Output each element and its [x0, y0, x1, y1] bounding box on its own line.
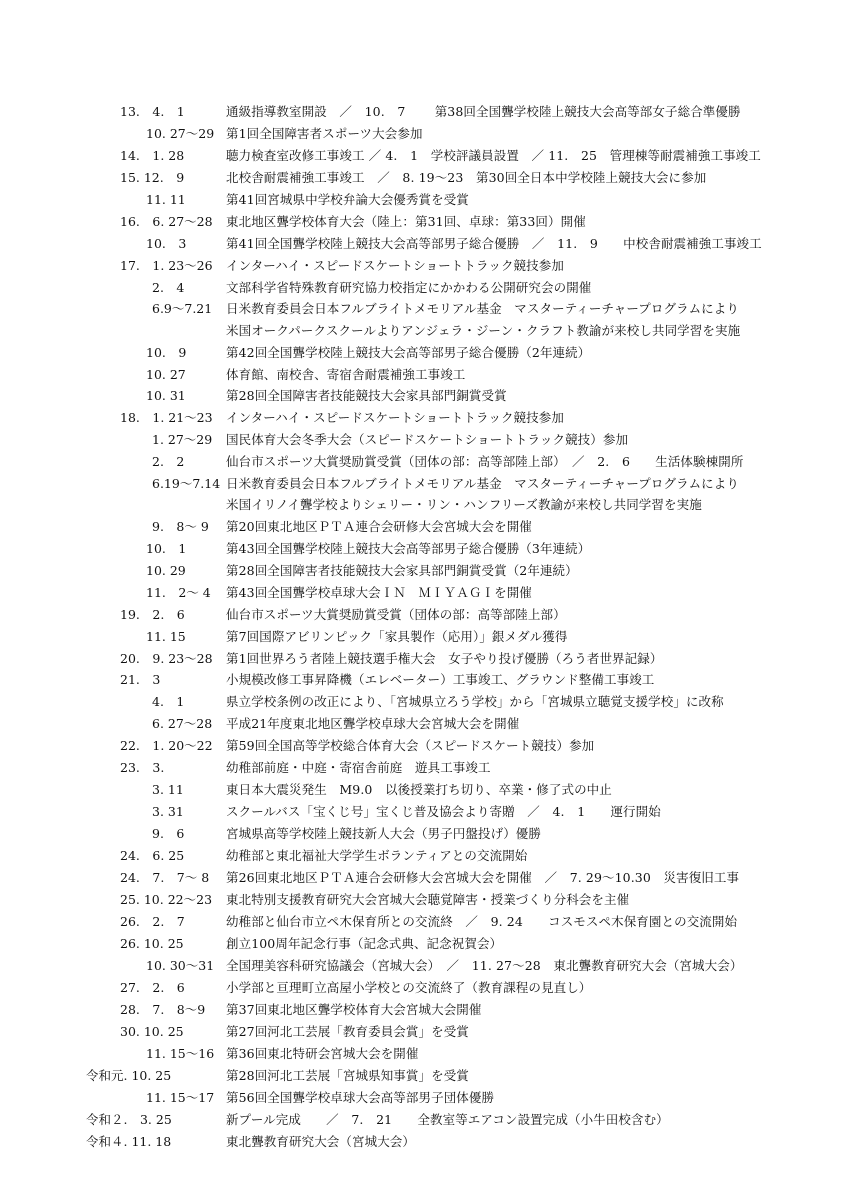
- history-text: 通級指導教室開設 ／ 10. 7 第38回全国聾学校陸上競技大会高等部女子総合準優勝: [226, 104, 741, 119]
- history-text: 第28回河北工芸展「宮城県知事賞」を受賞: [226, 1068, 469, 1083]
- history-date: 25. 10. 22～23: [120, 892, 213, 907]
- history-date: 10. 29: [146, 563, 186, 578]
- history-date: 26. 10. 25: [120, 936, 184, 951]
- history-text: 東北聾教育研究大会（宮城大会）: [226, 1134, 416, 1149]
- history-date: 令和４. 11. 18: [86, 1134, 172, 1149]
- history-row: [0, 385, 849, 407]
- history-row: [0, 1043, 849, 1065]
- history-text: 第36回東北特研会宮城大会を開催: [226, 1046, 419, 1061]
- history-date: 21. 3: [120, 672, 161, 687]
- history-row: [0, 1087, 849, 1109]
- history-text: インターハイ・スピードスケートショートトラック競技参加: [226, 410, 564, 425]
- history-text: 第28回全国障害者技能競技大会家具部門銅賞受賞: [226, 388, 507, 403]
- history-text: 仙台市スポーツ大賞奨励賞受賞（団体の部：高等部陸上部）: [226, 607, 566, 622]
- history-text: 幼稚部と仙台市立ペ木保育所との交流終 ／ 9. 24 コスモスペ木保育園との交流開始: [226, 914, 738, 929]
- history-date: 11. 15: [146, 629, 186, 644]
- history-date: 10. 27～29: [146, 126, 215, 141]
- history-date: 令和元. 10. 25: [86, 1068, 172, 1083]
- history-text: 小規模改修工事昇降機（エレベーター）工事竣工、グラウンド整備工事竣工: [226, 672, 655, 687]
- history-text: 第59回全国高等学校総合体育大会（スピードスケート競技）参加: [226, 738, 595, 753]
- history-date: 14. 1. 28: [120, 148, 185, 163]
- history-text: 文部科学省特殊教育研究協力校指定にかかわる公開研究会の開催: [226, 280, 592, 295]
- history-text: 第56回全国聾学校卓球大会高等部男子団体優勝: [226, 1090, 495, 1105]
- history-date: 1. 27～29: [152, 432, 213, 447]
- history-date: 20. 9. 23～28: [120, 651, 213, 666]
- history-text: 第26回東北地区ＰＴＡ連合会研修大会宮城大会を開催 ／ 7. 29～10.30 災害復旧工事: [226, 870, 740, 885]
- history-text: 仙台市スポーツ大賞奨励賞受賞（団体の部：高等部陸上部） ／ 2. 6 生活体験棟開所: [226, 454, 744, 469]
- history-date: 9. 6: [152, 826, 185, 841]
- history-text: 平成21年度東北地区聾学校卓球大会宮城大会を開催: [226, 716, 520, 731]
- history-row: [0, 713, 849, 735]
- history-row: [0, 999, 849, 1021]
- history-text: 小学部と亘理町立高屋小学校との交流終了（教育課程の見直し）: [226, 980, 592, 995]
- history-row: [0, 101, 849, 123]
- history-row: [0, 845, 849, 867]
- history-date: 10. 30～31: [146, 958, 215, 973]
- history-text: インターハイ・スピードスケートショートトラック競技参加: [226, 258, 564, 273]
- history-row: [0, 669, 849, 691]
- history-row: [0, 189, 849, 211]
- history-text: 体育館、南校舎、寄宿舎耐震補強工事竣工: [226, 367, 466, 382]
- history-date: 11. 15～16: [146, 1046, 215, 1061]
- history-row: [0, 582, 849, 604]
- history-row: [0, 560, 849, 582]
- history-row: [0, 123, 849, 145]
- history-row: [0, 277, 849, 299]
- history-date: 2. 4: [152, 280, 185, 295]
- history-row: [0, 691, 849, 713]
- history-row: [0, 145, 849, 167]
- history-text: 県立学校条例の改正により、「宮城県立ろう学校」から「宮城県立聴覚支援学校」に改称: [226, 694, 724, 709]
- history-row: [0, 933, 849, 955]
- history-date: 16. 6. 27～28: [120, 214, 213, 229]
- history-date: 3. 31: [152, 804, 184, 819]
- history-row: [0, 977, 849, 999]
- history-date: 6.9～7.21: [152, 301, 213, 316]
- history-row: [0, 320, 849, 342]
- history-date: 18. 1. 21～23: [120, 410, 213, 425]
- history-row: [0, 911, 849, 933]
- history-row: [0, 801, 849, 823]
- history-text: 創立100周年記念行事（記念式典、記念祝賀会）: [226, 936, 503, 951]
- history-date: 27. 2. 6: [120, 980, 185, 995]
- history-text: 全国理美容科研究協議会（宮城大会） ／ 11. 27～28 東北聾教育研究大会（宮城大会）: [226, 958, 743, 973]
- history-text: 米国イリノイ聾学校よりシェリー・リン・ハンフリーズ教諭が来校し共同学習を実施: [226, 497, 702, 512]
- history-row: [0, 1131, 849, 1153]
- history-date: 10. 9: [146, 345, 187, 360]
- history-text: 第43回全国聾学校卓球大会ＩＮ ＭＩＹＡＧＩを開催: [226, 585, 532, 600]
- history-text: 日米教育委員会日本フルブライトメモリアル基金 マスターティーチャープログラムにより: [226, 476, 739, 491]
- history-row: [0, 757, 849, 779]
- history-text: 第41回全国聾学校陸上競技大会高等部男子総合優勝 ／ 11. 9 中校舎耐震補強工事竣工: [226, 236, 762, 251]
- history-row: [0, 604, 849, 626]
- history-text: 第43回全国聾学校陸上競技大会高等部男子総合優勝（3年連続）: [226, 541, 591, 556]
- history-text: 北校舎耐震補強工事竣工 ／ 8. 19～23 第30回全日本中学校陸上競技大会に参加: [226, 170, 707, 185]
- history-row: [0, 779, 849, 801]
- history-text: 幼稚部前庭・中庭・寄宿舎前庭 遊具工事竣工: [226, 760, 491, 775]
- history-text: スクールバス「宝くじ号」宝くじ普及協会より寄贈 ／ 4. 1 運行開始: [226, 804, 661, 819]
- history-date: 15. 12. 9: [120, 170, 185, 185]
- history-date: 2. 2: [152, 454, 185, 469]
- history-date: 17. 1. 23～26: [120, 258, 213, 273]
- history-date: 11. 2～ 4: [146, 585, 211, 600]
- history-text: 新プール完成 ／ 7. 21 全教室等エアコン設置完成（小牛田校含む）: [226, 1112, 669, 1127]
- history-date: 10. 27: [146, 367, 186, 382]
- history-row: [0, 648, 849, 670]
- history-text: 幼稚部と東北福祉大学学生ボランティアとの交流開始: [226, 848, 528, 863]
- history-date: 22. 1. 20～22: [120, 738, 213, 753]
- history-text: 第20回東北地区ＰＴＡ連合会研修大会宮城大会を開催: [226, 519, 532, 534]
- history-text: 宮城県高等学校陸上競技新人大会（男子円盤投げ）優勝: [226, 826, 542, 841]
- history-row: [0, 451, 849, 473]
- history-row: [0, 626, 849, 648]
- history-text: 東北地区聾学校体育大会（陸上：第31回、卓球：第33回）開催: [226, 214, 586, 229]
- history-text: 第1回全国障害者スポーツ大会参加: [226, 126, 423, 141]
- history-row: [0, 298, 849, 320]
- history-date: 6.19～7.14: [152, 476, 221, 491]
- history-text: 聴力検査室改修工事竣工 ／ 4. 1 学校評議員設置 ／ 11. 25 管理棟等耐震補強工事竣工: [226, 148, 761, 163]
- history-row: [0, 429, 849, 451]
- history-date: 4. 1: [152, 694, 185, 709]
- history-row: [0, 255, 849, 277]
- history-date: 10. 1: [146, 541, 187, 556]
- history-row: [0, 167, 849, 189]
- history-text: 第41回宮城県中学校弁論大会優秀賞を受賞: [226, 192, 469, 207]
- history-text: 第7回国際アビリンピック「家具製作（応用）」銀メダル獲得: [226, 629, 568, 644]
- history-row: [0, 823, 849, 845]
- history-row: [0, 516, 849, 538]
- history-date: 19. 2. 6: [120, 607, 185, 622]
- history-date: 24. 7. 7～ 8: [120, 870, 210, 885]
- history-row: [0, 1109, 849, 1131]
- history-row: [0, 233, 849, 255]
- history-date: 26. 2. 7: [120, 914, 185, 929]
- history-date: 10. 31: [146, 388, 186, 403]
- history-row: [0, 1021, 849, 1043]
- history-date: 28. 7. 8～9: [120, 1002, 206, 1017]
- history-row: [0, 211, 849, 233]
- history-row: [0, 364, 849, 386]
- history-text: 国民体育大会冬季大会（スピードスケートショートトラック競技）参加: [226, 432, 629, 447]
- history-date: 9. 8～ 9: [152, 519, 209, 534]
- history-row: [0, 955, 849, 977]
- history-text: 第28回全国障害者技能競技大会家具部門銅賞受賞（2年連続）: [226, 563, 578, 578]
- history-date: 6. 27～28: [152, 716, 213, 731]
- history-date: 24. 6. 25: [120, 848, 185, 863]
- history-row: [0, 494, 849, 516]
- history-text: 米国オークパークスクールよりアンジェラ・ジーン・クラフト教諭が来校し共同学習を実施: [226, 323, 741, 338]
- history-row: [0, 889, 849, 911]
- history-date: 11. 11: [146, 192, 186, 207]
- history-date: 23. 3.: [120, 760, 165, 775]
- history-row: [0, 867, 849, 889]
- history-text: 東北特別支援教育研究大会宮城大会聴覚障害・授業づくり分科会を主催: [226, 892, 630, 907]
- history-text: 第42回全国聾学校陸上競技大会高等部男子総合優勝（2年連続）: [226, 345, 591, 360]
- history-date: 令和２. 3. 25: [86, 1112, 172, 1127]
- history-date: 13. 4. 1: [120, 104, 185, 119]
- history-date: 3. 11: [152, 782, 184, 797]
- history-row: [0, 735, 849, 757]
- history-row: [0, 342, 849, 364]
- history-text: 日米教育委員会日本フルブライトメモリアル基金 マスターティーチャープログラムにより: [226, 301, 739, 316]
- history-text: 第27回河北工芸展「教育委員会賞」を受賞: [226, 1024, 469, 1039]
- history-text: 東日本大震災発生 M9.0 以後授業打ち切り、卒業・修了式の中止: [226, 782, 612, 797]
- history-text: 第37回東北地区聾学校体育大会宮城大会開催: [226, 1002, 482, 1017]
- history-date: 30. 10. 25: [120, 1024, 184, 1039]
- history-row: [0, 473, 849, 495]
- history-row: [0, 538, 849, 560]
- history-date: 11. 15～17: [146, 1090, 215, 1105]
- history-row: [0, 407, 849, 429]
- history-row: [0, 1065, 849, 1087]
- history-date: 10. 3: [146, 236, 187, 251]
- history-text: 第1回世界ろう者陸上競技選手権大会 女子やり投げ優勝（ろう者世界記録）: [226, 651, 663, 666]
